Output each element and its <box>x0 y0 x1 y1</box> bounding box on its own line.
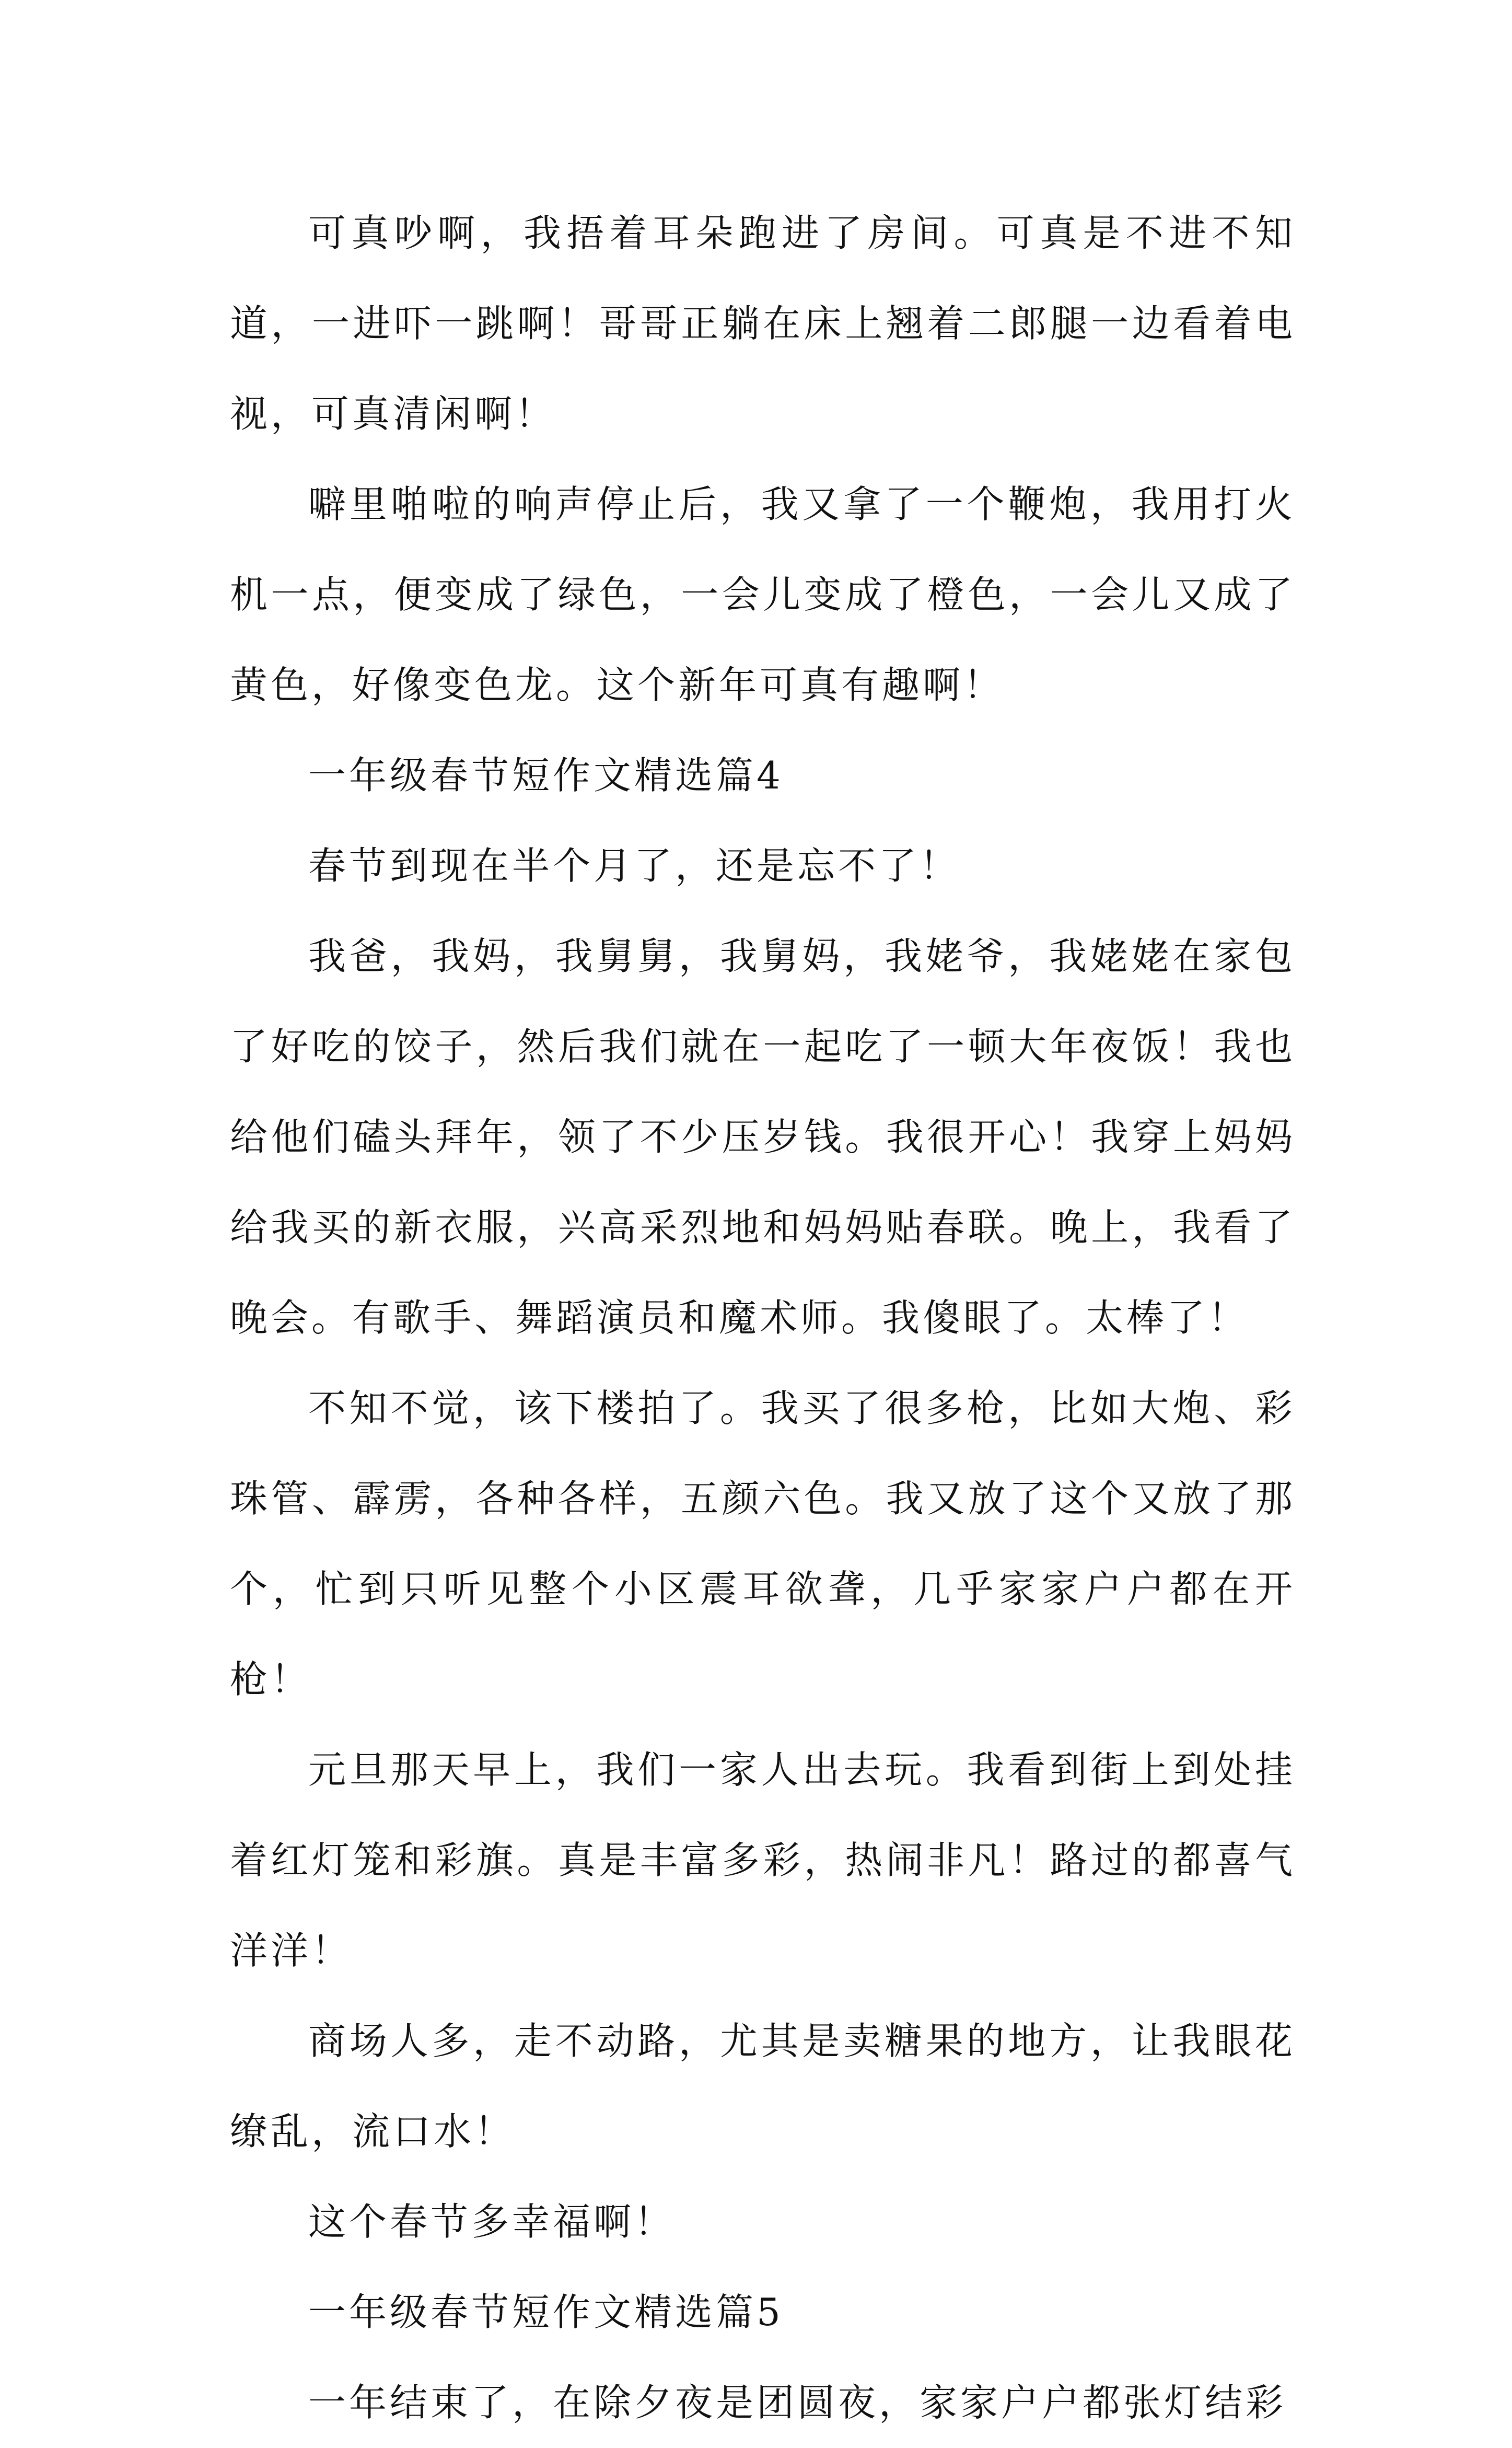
paragraph: 这个春节多幸福啊！ <box>308 2200 676 2244</box>
paragraph: 元旦那天早上，我们一家人出去玩。我看到街上到处挂着红灯笼和彩旗。真是丰富多彩，热闹非凡！路过的都喜气洋洋！ <box>230 1748 1296 1973</box>
paragraph: 我爸，我妈，我舅舅，我舅妈，我姥爷，我姥姥在家包了好吃的饺子，然后我们就在一起吃了一顿大年夜饭！我也给他们磕头拜年，领了不少压岁钱。我很开心！我穿上妈妈给我买的新衣服，兴高采烈地和妈妈贴春联。晚上，我看了晚会。有歌手、舞蹈演员和魔术师。我傻眼了。太棒了！ <box>230 934 1296 1340</box>
section-heading: 一年级春节短作文精选篇4 <box>308 753 784 797</box>
section-heading: 一年级春节短作文精选篇5 <box>308 2290 784 2334</box>
paragraph: 一年结束了，在除夕夜是团圆夜，家家户户都张灯结彩 <box>308 2381 1287 2424</box>
paragraph: 可真吵啊，我捂着耳朵跑进了房间。可真是不进不知道，一进吓一跳啊！哥哥正躺在床上翘着二郎腿一边看着电视，可真清闲啊！ <box>230 211 1296 436</box>
paragraph: 不知不觉，该下楼拍了。我买了很多枪，比如大炮、彩珠管、霹雳，各种各样，五颜六色。我又放了这个又放了那个，忙到只听见整个小区震耳欲聋，几乎家家户户都在开枪！ <box>230 1386 1296 1701</box>
paragraph: 商场人多，走不动路，尤其是卖糖果的地方，让我眼花缭乱，流口水！ <box>230 2019 1296 2153</box>
paragraph: 噼里啪啦的响声停止后，我又拿了一个鞭炮，我用打火机一点，便变成了绿色，一会儿变成了橙色，一会儿又成了黄色，好像变色龙。这个新年可真有趣啊！ <box>230 482 1296 707</box>
paragraph: 春节到现在半个月了，还是忘不了！ <box>308 844 961 888</box>
document-body <box>230 188 1296 2448</box>
